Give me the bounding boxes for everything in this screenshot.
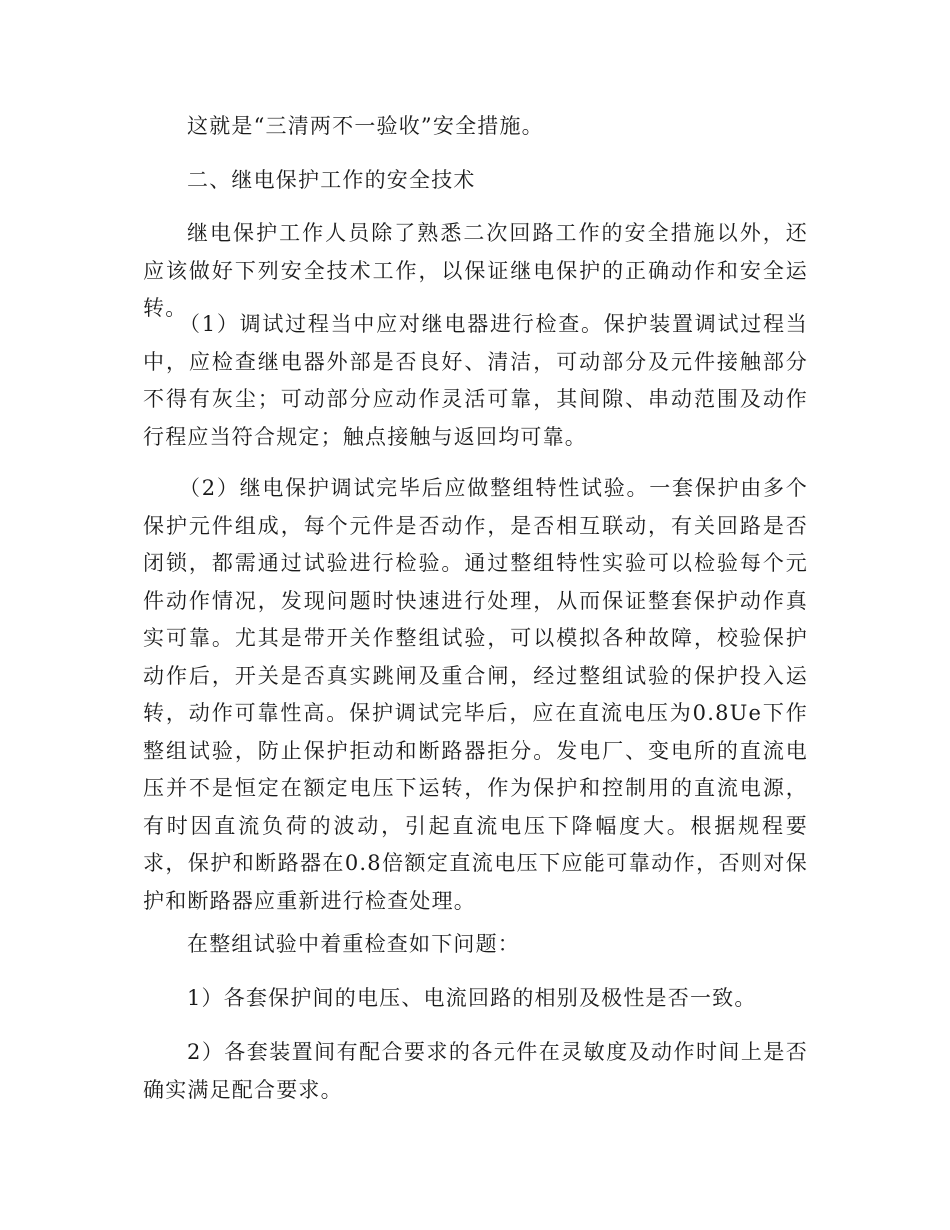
paragraph-item-2: （2）继电保护调试完毕后应做整组特性试验。一套保护由多个保护元件组成，每个元件是否动作，是否相互联动，有关回路是否闭锁，都需通过试验进行检验。通过整组特性实验可以检验每个元件动作情况，发现问题时快速进行处理，从而保证整套保护动作真实可靠。尤其是带开关作整组试验，可以模拟各种故障，校验保护动作后，开关是否真实跳闸及重合闸，经过整组试验的保护投入运转，动作可靠性高。保护调试完毕后，应在直流电压为0.8Ue下作整组试验，防止保护拒动和断路器拒分。发电厂、变电所的直流电压并不是恒定在额定电压下运转，作为保护和控制用的直流电源，有时因直流负荷的波动，引起直流电压下降幅度大。根据规程要求，保护和断路器在0.8倍额定直流电压下应能可靠动作，否则对保护和断路器应重新进行检查处理。: [143, 476, 808, 913]
paragraph-safety-measures-summary: 这就是“三清两不一验收”安全措施。: [187, 114, 544, 138]
paragraph-key-checks-heading: 在整组试验中着重检查如下问题：: [187, 932, 520, 956]
paragraph-item-1: （1）调试过程当中应对继电器进行检查。保护装置调试过程当中，应检查继电器外部是否良好、清洁，可动部分及元件接触部分不得有灰尘；可动部分应动作灵活可靠，其间隙、串动范围及动作行程应当符合规定；触点接触与返回均可靠。: [143, 312, 808, 449]
paragraph-check-1: 1）各套保护间的电压、电流回路的相别及极性是否一致。: [187, 986, 757, 1010]
paragraph-check-2: 2）各套装置间有配合要求的各元件在灵敏度及动作时间上是否确实满足配合要求。: [143, 1040, 808, 1102]
section-heading-relay-protection-safety: 二、继电保护工作的安全技术: [187, 168, 476, 192]
paragraph-intro: 继电保护工作人员除了熟悉二次回路工作的安全措施以外，还应该做好下列安全技术工作，以保证继电保护的正确动作和安全运转。: [143, 221, 808, 320]
